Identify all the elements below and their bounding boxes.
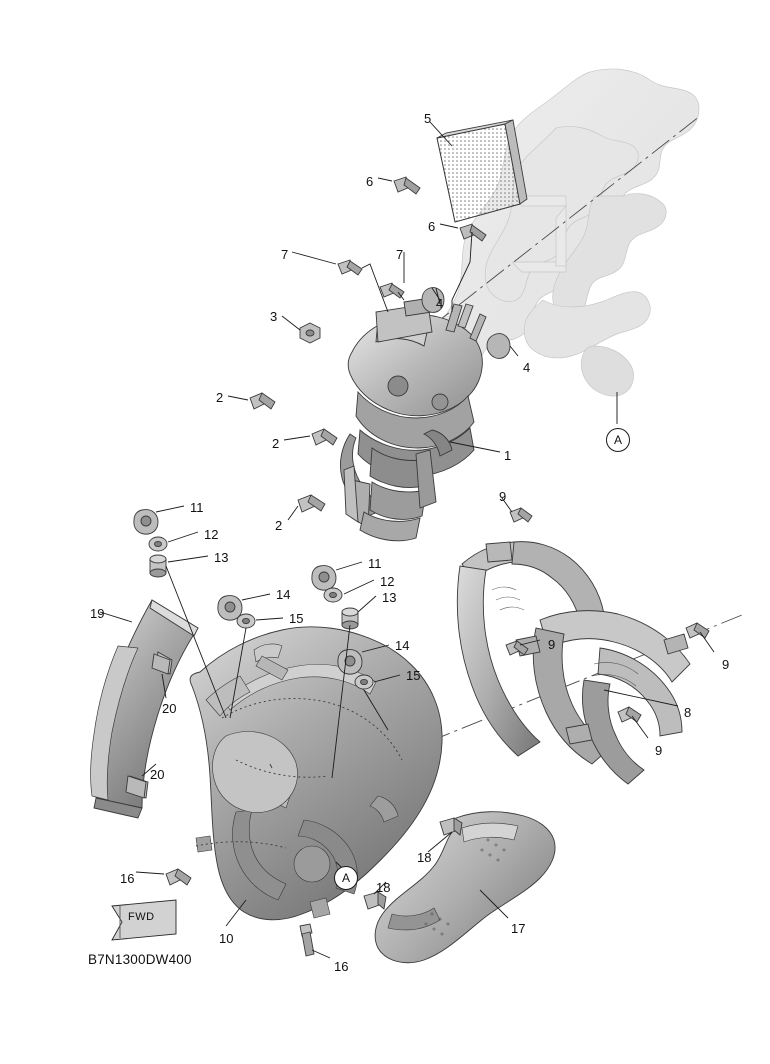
callout-19: 19	[90, 606, 105, 621]
fwd-label: FWD	[128, 911, 155, 923]
screw-16b	[300, 924, 314, 956]
callout-7: 7	[281, 247, 289, 262]
washer-15b	[355, 675, 373, 689]
callout-10: 10	[219, 931, 234, 946]
callout-1: 1	[504, 448, 512, 463]
callout-11: 11	[190, 500, 204, 515]
callout-12: 12	[204, 527, 219, 542]
bolt-2a	[250, 393, 275, 409]
section-ref-a: A	[606, 428, 630, 452]
callout-11: 11	[368, 556, 382, 571]
callout-13: 13	[214, 550, 229, 565]
callout-2: 2	[275, 518, 283, 533]
nut-3	[300, 323, 320, 343]
callout-9: 9	[548, 637, 556, 652]
grommet-14b	[338, 650, 362, 675]
callout-2: 2	[216, 390, 224, 405]
grommet-14a	[218, 596, 242, 621]
bolt-2b	[312, 429, 337, 445]
washer-12b	[324, 588, 342, 602]
part-1-throttle-body	[340, 298, 486, 541]
callout-9: 9	[722, 657, 730, 672]
part-10-front-cowl	[190, 627, 442, 920]
callout-2: 2	[272, 436, 280, 451]
bolt-9c	[686, 623, 709, 638]
bolt-9a	[510, 508, 532, 522]
callout-15: 15	[406, 668, 421, 683]
callout-4: 4	[523, 360, 531, 375]
bolt-6a	[394, 177, 420, 194]
callout-20: 20	[162, 701, 177, 716]
callout-16: 16	[120, 871, 135, 886]
callout-13: 13	[382, 590, 397, 605]
bolt-2c	[298, 495, 325, 512]
callout-4: 4	[436, 296, 444, 311]
callout-5: 5	[424, 111, 432, 126]
grommet-11b	[312, 566, 336, 591]
bolt-7a	[338, 260, 362, 275]
callout-18: 18	[376, 880, 391, 895]
callout-3: 3	[270, 309, 278, 324]
bolt-9d	[618, 707, 641, 722]
callout-12: 12	[380, 574, 395, 589]
washer-15a	[237, 614, 255, 628]
grommet-11a	[134, 510, 158, 535]
callout-14: 14	[276, 587, 291, 602]
callout-6: 6	[428, 219, 436, 234]
callout-8: 8	[684, 705, 692, 720]
section-ref-a: A	[334, 866, 358, 890]
diagram-code: B7N1300DW400	[88, 952, 192, 967]
clip-4b	[487, 334, 510, 359]
callout-14: 14	[395, 638, 410, 653]
screw-16a	[166, 869, 191, 885]
callout-15: 15	[289, 611, 304, 626]
callout-20: 20	[150, 767, 165, 782]
callout-9: 9	[655, 743, 663, 758]
callout-9: 9	[499, 489, 507, 504]
callout-18: 18	[417, 850, 432, 865]
callout-16: 16	[334, 959, 349, 974]
collar-13a	[150, 555, 166, 577]
callout-6: 6	[366, 174, 374, 189]
washer-12a	[149, 537, 167, 551]
callout-17: 17	[511, 921, 526, 936]
callout-7: 7	[396, 247, 404, 262]
